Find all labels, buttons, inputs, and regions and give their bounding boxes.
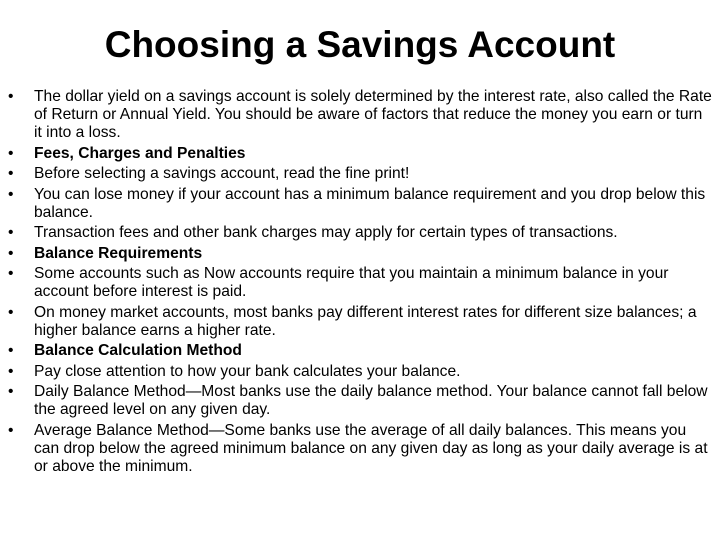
- bullet-icon: •: [8, 362, 14, 380]
- bullet-item: [8, 304, 714, 340]
- bullet-item: [8, 363, 714, 381]
- bullet-icon: •: [8, 144, 14, 162]
- bullet-icon: •: [8, 303, 14, 321]
- bullet-icon: •: [8, 264, 14, 282]
- bullet-item: [8, 165, 714, 183]
- slide-title: Choosing a Savings Account: [104, 24, 616, 65]
- bullet-text: Some accounts such as Now accounts require that you maintain a minimum balance in your account before interest is paid.: [34, 264, 669, 301]
- bullet-text: Transaction fees and other bank charges may apply for certain types of transactions.: [34, 224, 618, 242]
- bullet-icon: •: [8, 244, 14, 262]
- bullet-item: [8, 145, 714, 163]
- bullet-text: The dollar yield on a savings account is solely determined by the interest rate, also called the Rate of Return or Annual Yield. You should be aware of factors that reduce the money you earn or turn it into a loss.: [34, 88, 712, 142]
- bullet-text: Average Balance Method—Some banks use the average of all daily balances. This means you can drop below the agreed minimum balance on any given day as long as your daily average is at or above the minimum.: [34, 421, 708, 475]
- bullet-text: On money market accounts, most banks pay different interest rates for different size balances; a higher balance earns a higher rate.: [34, 303, 697, 339]
- bullet-item: [8, 383, 714, 419]
- bullet-text: Before selecting a savings account, read the fine print!: [34, 165, 410, 183]
- bullet-text: Daily Balance Method—Most banks use the daily balance method. Your balance cannot fall below the agreed level on any given day.: [34, 382, 708, 419]
- section-heading: Fees, Charges and Penalties: [34, 144, 246, 162]
- bullet-icon: •: [8, 421, 14, 439]
- bullet-icon: •: [8, 165, 14, 183]
- bullet-item: [8, 422, 714, 477]
- bullet-icon: •: [8, 224, 14, 242]
- bullet-item: [8, 265, 714, 301]
- bullet-icon: •: [8, 88, 14, 105]
- section-heading: Balance Requirements: [34, 244, 203, 262]
- bullet-item: [8, 224, 714, 242]
- bullet-icon: •: [8, 342, 14, 360]
- bullet-item: [8, 186, 714, 222]
- bullet-icon: •: [8, 382, 14, 400]
- bullet-text: You can lose money if your account has a minimum balance requirement and you drop below this balance.: [34, 185, 706, 221]
- bullet-icon: •: [8, 185, 14, 203]
- section-heading: Balance Calculation Method: [34, 342, 242, 360]
- bullet-text: Pay close attention to how your bank calculates your balance.: [34, 362, 461, 380]
- bullet-item: [8, 88, 714, 143]
- bullet-item: [8, 342, 714, 360]
- bullet-list: [8, 88, 714, 478]
- bullet-item: [8, 245, 714, 263]
